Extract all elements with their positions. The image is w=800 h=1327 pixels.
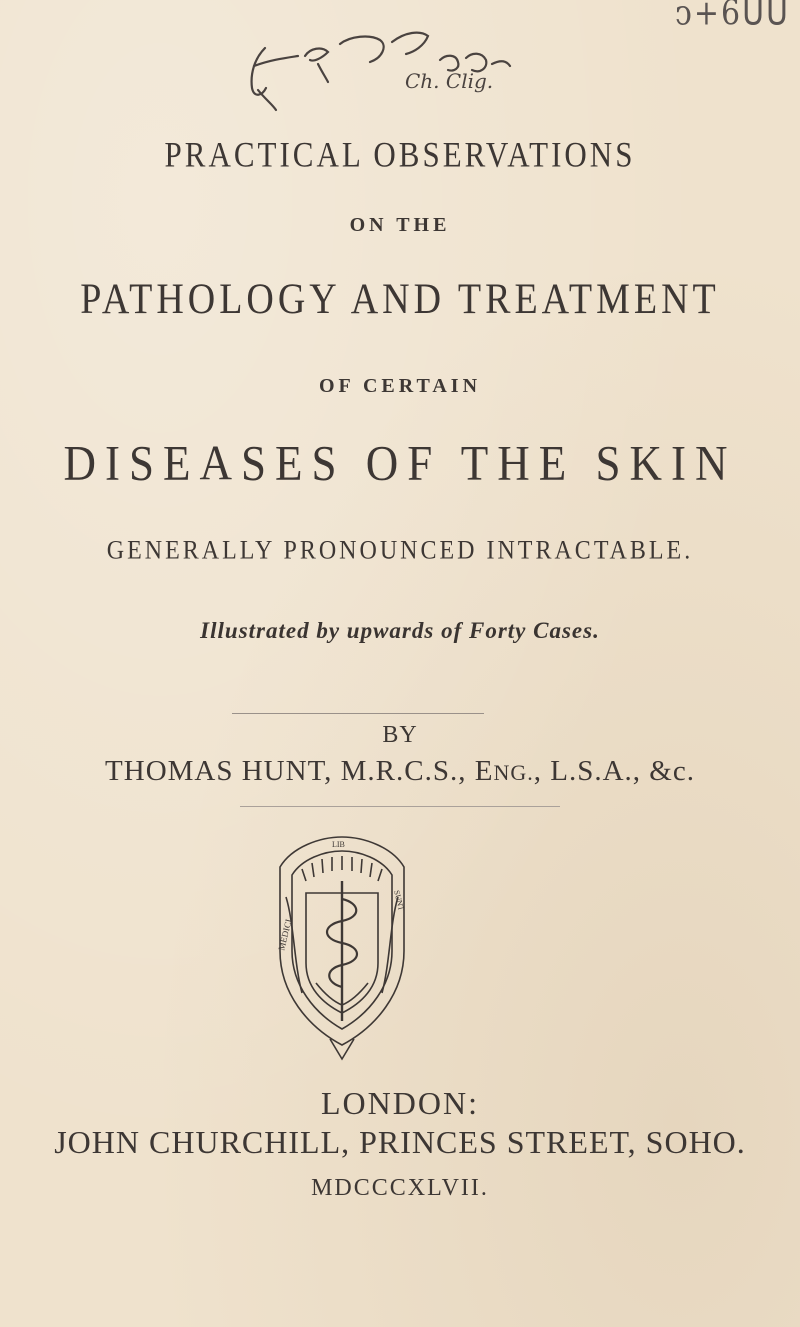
imprint-city: LONDON: [321, 1085, 479, 1121]
author-name: THOMAS HUNT, M.R.C.S., [105, 755, 475, 787]
author-eng-rest: NG. [493, 760, 534, 785]
seal-right-text: SUNT [392, 889, 406, 912]
title-line-4: OF CERTAIN [318, 375, 482, 397]
divider-rule-2 [240, 806, 560, 807]
subtitle: Illustrated by upwards of Forty Cases. [200, 618, 600, 643]
signature-text: Ch. Clig. [405, 69, 494, 93]
author-rest: , L.S.A., &c. [533, 755, 695, 787]
title-line-6: GENERALLY PRONOUNCED INTRACTABLE. [106, 536, 694, 566]
divider-rule [232, 713, 484, 714]
seal-left-text: MEDICI [276, 918, 294, 952]
title-line-1: PRACTICAL OBSERVATIONS [164, 134, 636, 175]
publisher-seal [272, 833, 412, 1063]
by-label: BY [382, 722, 418, 748]
title-line-2: ON THE [349, 214, 451, 236]
author-eng-initial: E [474, 755, 494, 787]
imprint-year: MDCCCXLVII. [311, 1175, 489, 1201]
author-line [0, 755, 800, 788]
title-line-3: PATHOLOGY AND TREATMENT [80, 274, 720, 324]
handwritten-signature [210, 18, 540, 113]
seal-top-text: LIB [332, 840, 345, 849]
title-line-5: DISEASES OF THE SKIN [63, 435, 737, 491]
imprint-publisher: JOHN CHURCHILL, PRINCES STREET, SOHO. [54, 1124, 746, 1160]
corner-shelfmark: ͻ+6ᑌᑌ [675, 0, 790, 34]
